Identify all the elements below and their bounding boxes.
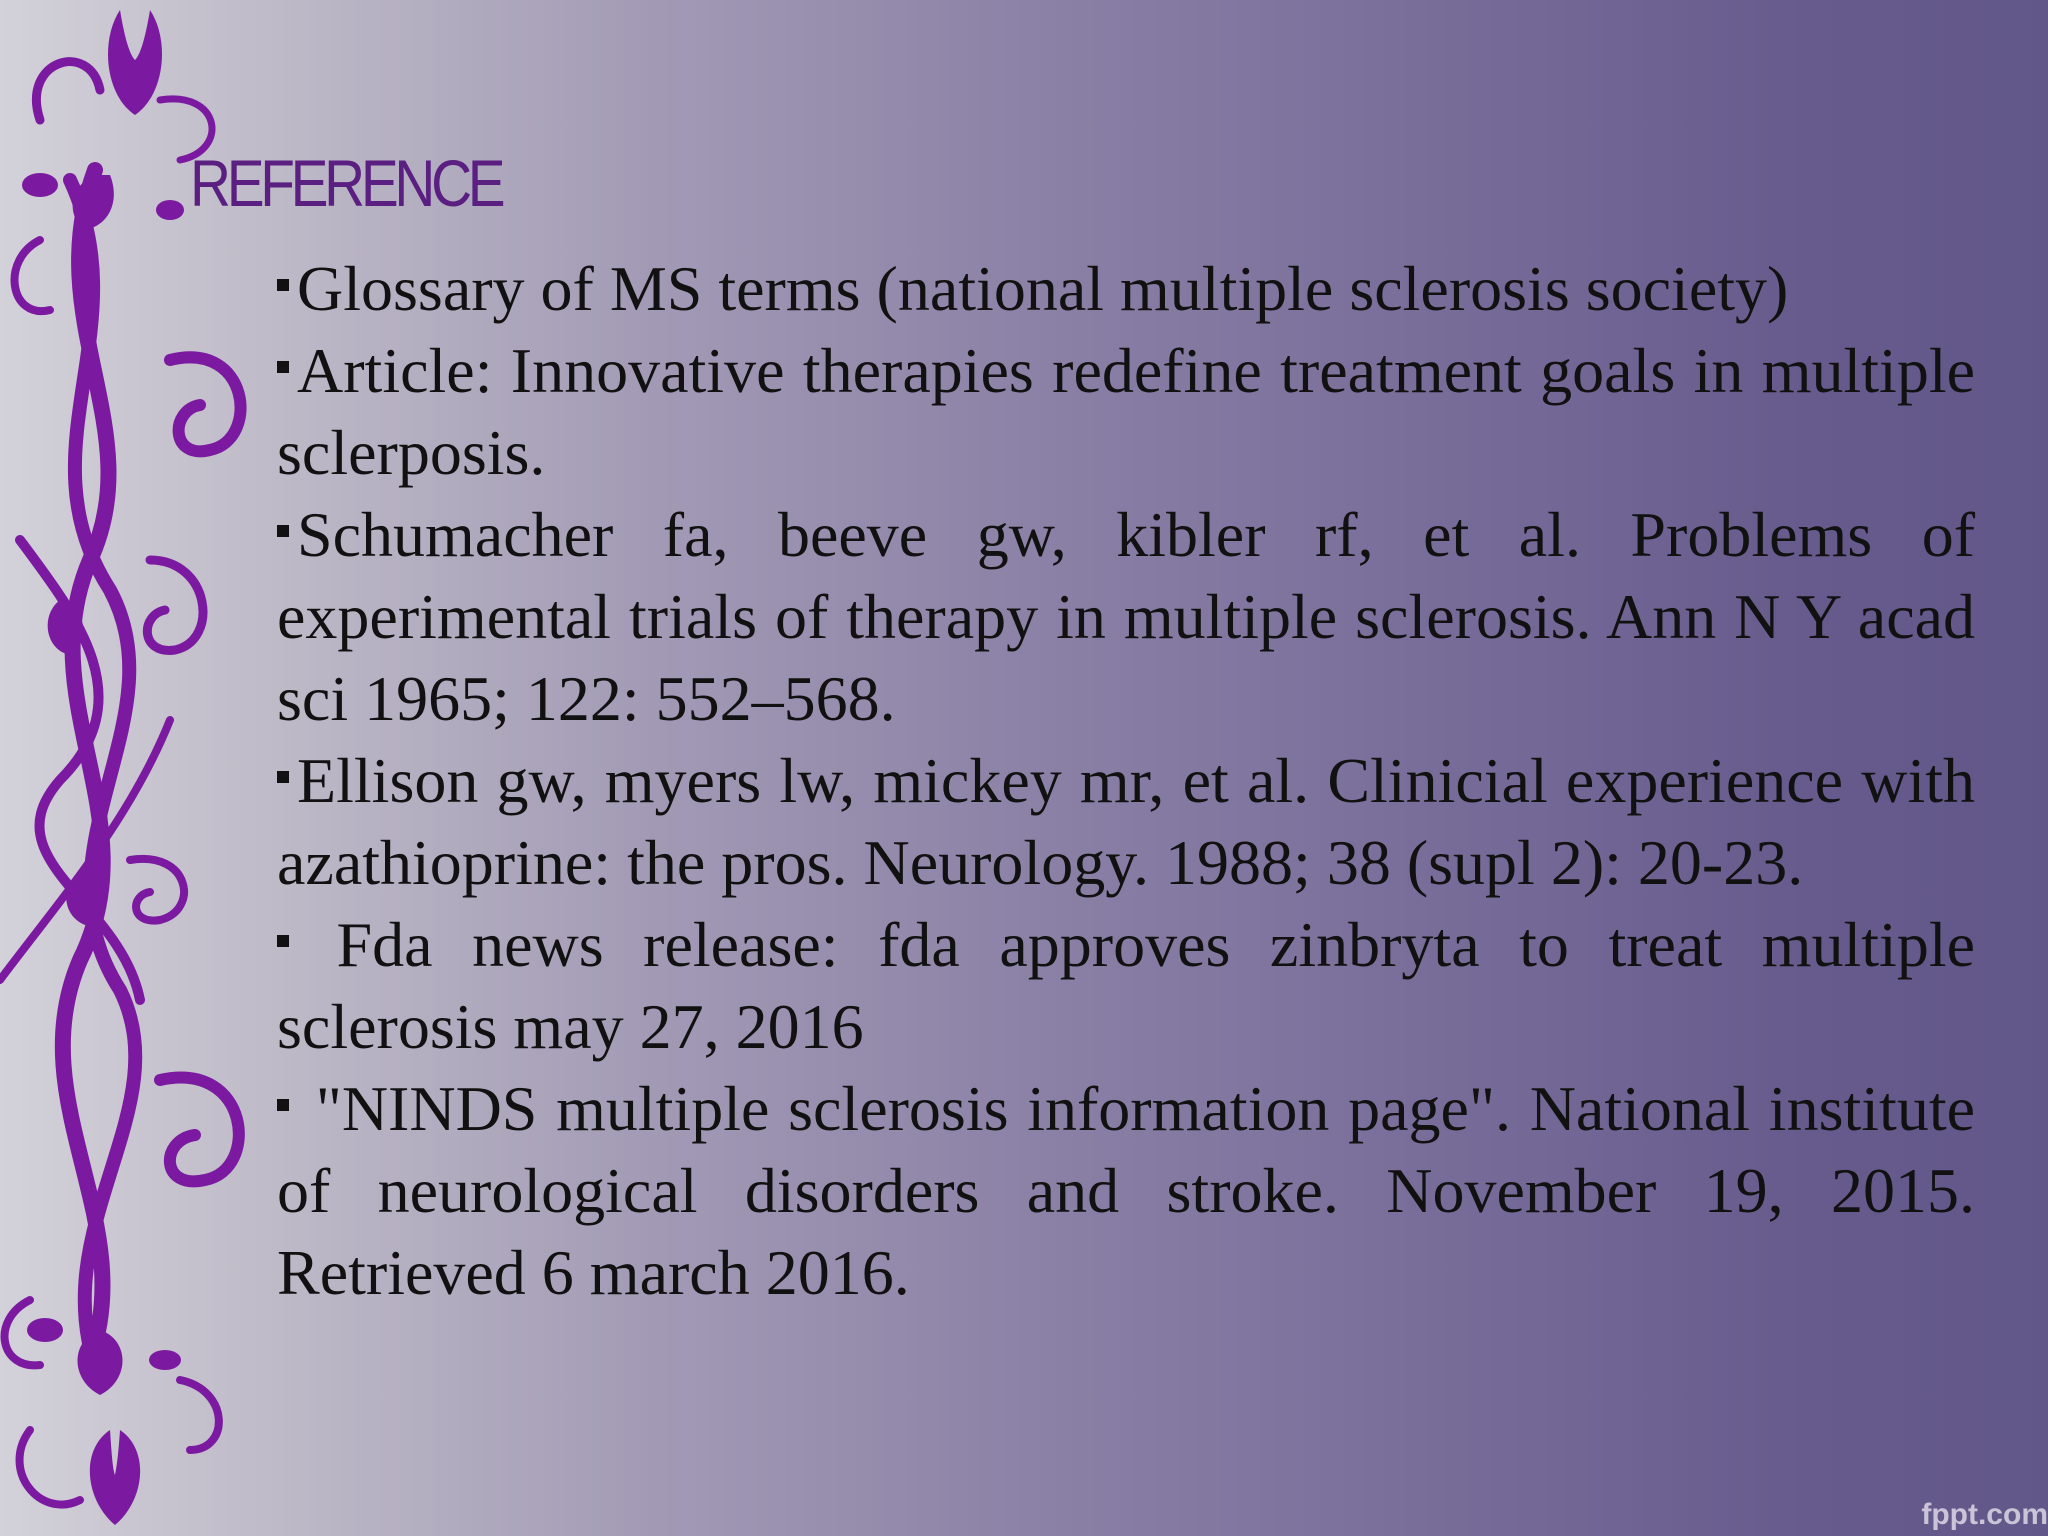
floral-vine-ornament-icon (0, 0, 270, 1536)
reference-item (277, 904, 1975, 1068)
reference-item (277, 248, 1975, 330)
reference-text: Ellison gw, myers lw, mickey mr, et al. Clinicial experience with azathioprine: the pros. Neurology. 1988; 38 (supl 2): 20-23. (277, 745, 1975, 898)
reference-item (277, 740, 1975, 904)
reference-item (277, 494, 1975, 740)
reference-text: Schumacher fa, beeve gw, kibler rf, et al. Problems of experimental trials of therapy in multiple sclerosis. Ann N Y acad sci 1965; 122: 552–568. (277, 499, 1975, 734)
square-bullet-icon (277, 279, 289, 291)
reference-item (277, 330, 1975, 494)
square-bullet-icon (277, 771, 289, 783)
reference-list (277, 248, 1975, 1314)
square-bullet-icon (277, 361, 289, 373)
square-bullet-icon (277, 1099, 289, 1111)
reference-text: Article: Innovative therapies redefine treatment goals in multiple sclerposis. (277, 335, 1975, 488)
slide-title: REFERENCE (190, 146, 502, 220)
reference-text: Fda news release: fda approves zinbryta to treat multiple sclerosis may 27, 2016 (277, 909, 1975, 1062)
reference-text: Glossary of MS terms (national multiple sclerosis society) (297, 253, 1789, 324)
reference-text: "NINDS multiple sclerosis information page". National institute of neurological disorders and stroke. November 19, 2015. Retrieved 6 march 2016. (277, 1073, 1975, 1308)
reference-item (277, 1068, 1975, 1314)
footer-brand-label: fppt.com (1921, 1498, 2048, 1531)
square-bullet-icon (277, 935, 289, 947)
square-bullet-icon (277, 525, 289, 537)
